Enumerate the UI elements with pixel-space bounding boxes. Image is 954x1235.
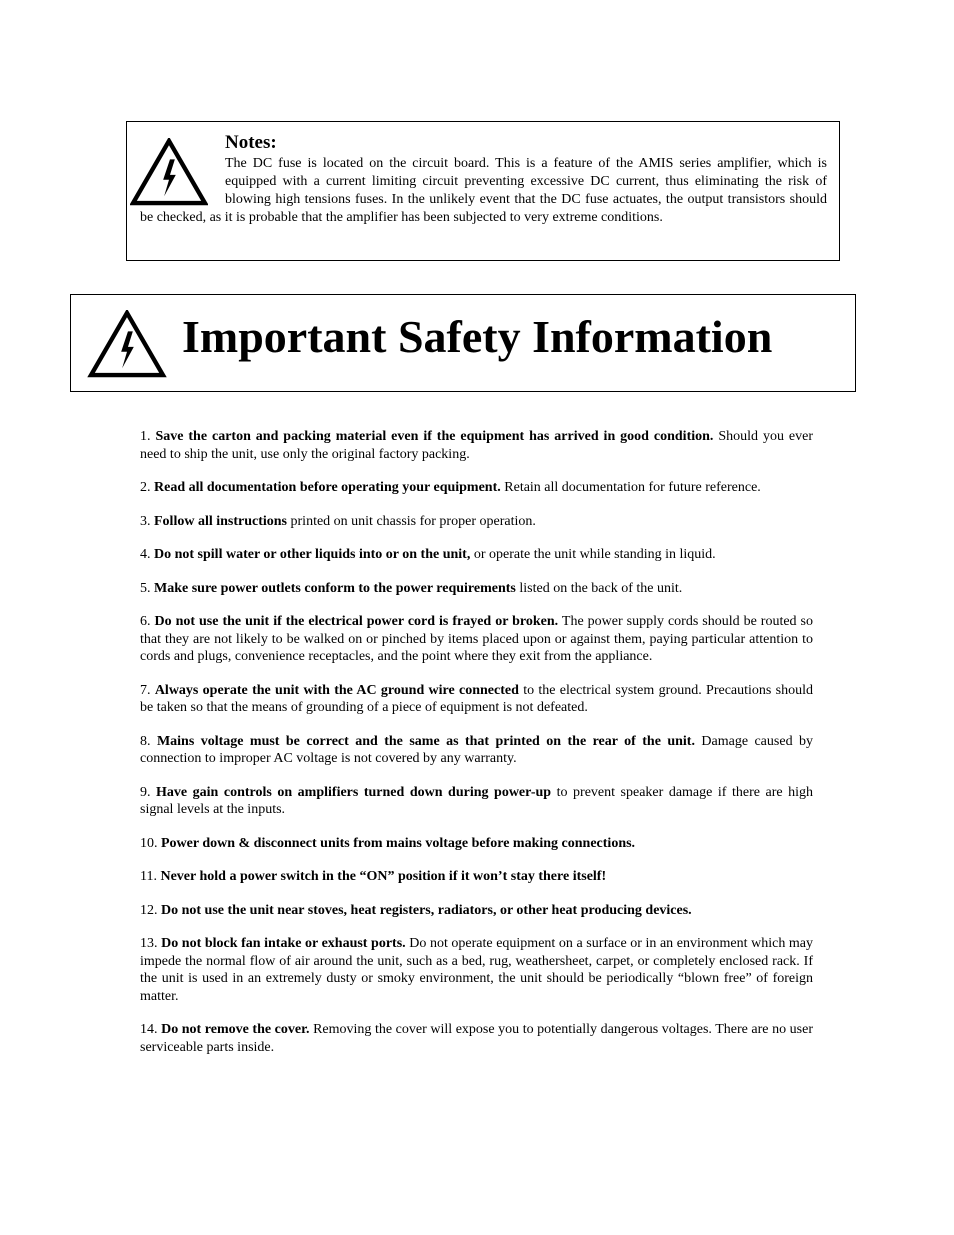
list-item: 7. Always operate the unit with the AC ground wire connected to the electrical system ground. Precautions should be taken so that the means of grounding of a piece of equipment is not defeated. [140, 682, 813, 715]
list-item: 3. Follow all instructions printed on unit chassis for proper operation. [140, 513, 536, 529]
list-item: 5. Make sure power outlets conform to the power requirements listed on the back of the unit. [140, 580, 683, 596]
list-item: 1. Save the carton and packing material even if the equipment has arrived in good condition. Should you ever need to ship the unit, use only the original factory packing. [140, 429, 813, 462]
page-title: Important Safety Information [182, 311, 773, 362]
notes-title: Notes: [225, 132, 277, 153]
list-item: 13. Do not block fan intake or exhaust ports. Do not operate equipment on a surface or in an environment which may impede the normal flow of air around the unit, such as a bed, rug, weathersheet, carpet, or completely enclosed rack. If the unit is used in an extremely dusty or smoky environment, the unit should be periodically “blown free” of foreign matter. [140, 936, 814, 1004]
list-item: 14. Do not remove the cover. Removing the cover will expose you to potentially dangerous voltages. There are no user serviceable parts inside. [140, 1022, 813, 1055]
list-item: 12. Do not use the unit near stoves, heat registers, radiators, or other heat producing devices. [140, 902, 692, 918]
notes-body: The DC fuse is located on the circuit board. This is a feature of the AMIS series amplifier, which is equipped with a current limiting circuit preventing excessive DC current, thus eliminating the risk of blowing high tensions fuses. In the unlikely event that the DC fuse actuates, the output transistors should be checked, as it is probable that the amplifier has been subjected to very extreme conditions. [140, 156, 827, 225]
list-item: 9. Have gain controls on amplifiers turned down during power-up to prevent speaker damage if there are high signal levels at the inputs. [140, 784, 813, 817]
notes-box [126, 121, 840, 261]
list-item: 11. Never hold a power switch in the “ON” position if it won’t stay there itself! [140, 869, 607, 884]
list-item: 8. Mains voltage must be correct and the same as that printed on the rear of the unit. Damage caused by connection to improper AC voltage is not covered by any warranty. [140, 733, 813, 766]
list-item: 10. Power down & disconnect units from mains voltage before making connections. [140, 835, 636, 851]
list-item: 6. Do not use the unit if the electrical power cord is frayed or broken. The power supply cords should be routed so that they are not likely to be walked on or pinched by items placed upon or against them, paying particular attention to cords and plugs, convenience receptacles, and the point where they exit from the appliance. [140, 614, 813, 664]
list-item: 2. Read all documentation before operating your equipment. Retain all documentation for future reference. [140, 480, 761, 495]
safety-header-box [70, 294, 856, 392]
high-voltage-warning-icon [87, 310, 167, 378]
safety-list [140, 428, 813, 1072]
list-item: 4. Do not spill water or other liquids into or on the unit, or operate the unit while standing in liquid. [140, 547, 716, 562]
